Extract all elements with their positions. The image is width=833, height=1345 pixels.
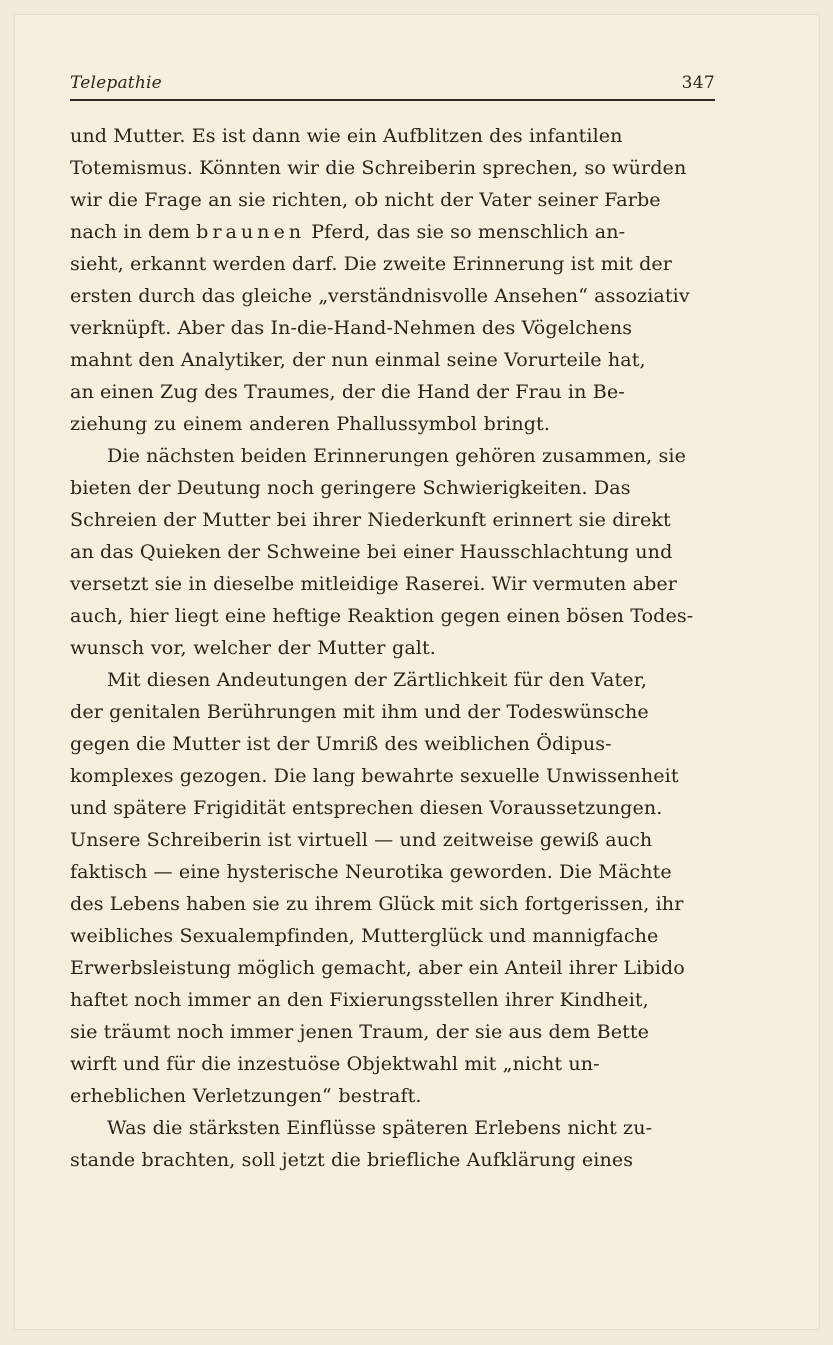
- text-line: gegen die Mutter ist der Umriß des weiblichen Ödipus-: [70, 732, 612, 755]
- text-line: Mit diesen Andeutungen der Zärtlichkeit für den Vater,: [107, 668, 647, 691]
- page-number: 347: [681, 73, 715, 93]
- text-line: wir die Frage an sie richten, ob nicht der Vater seiner Farbe: [70, 188, 661, 211]
- text-line: Die nächsten beiden Erinnerungen gehören zusammen, sie: [107, 444, 686, 467]
- text-line: ersten durch das gleiche „verständnisvolle Ansehen“ assoziativ: [70, 284, 690, 307]
- text-line: sie träumt noch immer jenen Traum, der sie aus dem Bette: [70, 1020, 650, 1043]
- text-line: Erwerbsleistung möglich gemacht, aber ein Anteil ihrer Libido: [70, 956, 685, 979]
- text-line: komplexes gezogen. Die lang bewahrte sexuelle Unwissenheit: [70, 764, 679, 787]
- text-line: mahnt den Analytiker, der nun einmal seine Vorurteile hat,: [70, 348, 646, 371]
- text-line: wirft und für die inzestuöse Objektwahl mit „nicht un-: [70, 1052, 600, 1075]
- text-line: stande brachten, soll jetzt die briefliche Aufklärung eines: [70, 1148, 634, 1171]
- text-line: [70, 216, 715, 248]
- text-line: und spätere Frigidität entsprechen diesen Voraussetzungen.: [70, 796, 663, 819]
- text-line: faktisch — eine hysterische Neurotika geworden. Die Mächte: [70, 860, 672, 883]
- text-line: Schreien der Mutter bei ihrer Niederkunft erinnert sie direkt: [70, 508, 671, 531]
- text-line: erheblichen Verletzungen“ bestraft.: [70, 1084, 422, 1107]
- spaced-emphasis: braunen: [196, 220, 306, 243]
- running-title: Telepathie: [70, 73, 162, 93]
- text-line: des Lebens haben sie zu ihrem Glück mit sich fortgerissen, ihr: [70, 892, 684, 915]
- text-line: an das Quieken der Schweine bei einer Hausschlachtung und: [70, 540, 673, 563]
- text-line: Totemismus. Könnten wir die Schreiberin sprechen, so würden: [70, 156, 687, 179]
- text-line: und Mutter. Es ist dann wie ein Aufblitzen des infantilen: [70, 124, 623, 147]
- text-line: ziehung zu einem anderen Phallussymbol bringt.: [70, 412, 550, 435]
- text-line: bieten der Deutung noch geringere Schwierigkeiten. Das: [70, 476, 631, 499]
- text-line: versetzt sie in dieselbe mitleidige Raserei. Wir vermuten aber: [70, 572, 678, 595]
- text-line: wunsch vor, welcher der Mutter galt.: [70, 636, 436, 659]
- text-line: der genitalen Berührungen mit ihm und der Todeswünsche: [70, 700, 649, 723]
- text-line-part: Pferd, das sie so menschlich an-: [311, 220, 626, 243]
- text-line: haftet noch immer an den Fixierungsstellen ihrer Kindheit,: [70, 988, 649, 1011]
- text-line-part: nach in dem: [70, 220, 190, 243]
- body-text: [70, 120, 715, 1176]
- text-line: weibliches Sexualempfinden, Mutterglück und mannigfache: [70, 924, 659, 947]
- header-rule: [70, 99, 715, 101]
- text-line: auch, hier liegt eine heftige Reaktion gegen einen bösen Todes-: [70, 604, 694, 627]
- text-line: Unsere Schreiberin ist virtuell — und zeitweise gewiß auch: [70, 828, 653, 851]
- text-line: verknüpft. Aber das In-die-Hand-Nehmen des Vögelchens: [70, 316, 633, 339]
- text-line: Was die stärksten Einflüsse späteren Erlebens nicht zu-: [107, 1116, 653, 1139]
- page-header: [70, 73, 715, 95]
- text-line: sieht, erkannt werden darf. Die zweite Erinnerung ist mit der: [70, 252, 673, 275]
- text-line: an einen Zug des Traumes, der die Hand der Frau in Be-: [70, 380, 625, 403]
